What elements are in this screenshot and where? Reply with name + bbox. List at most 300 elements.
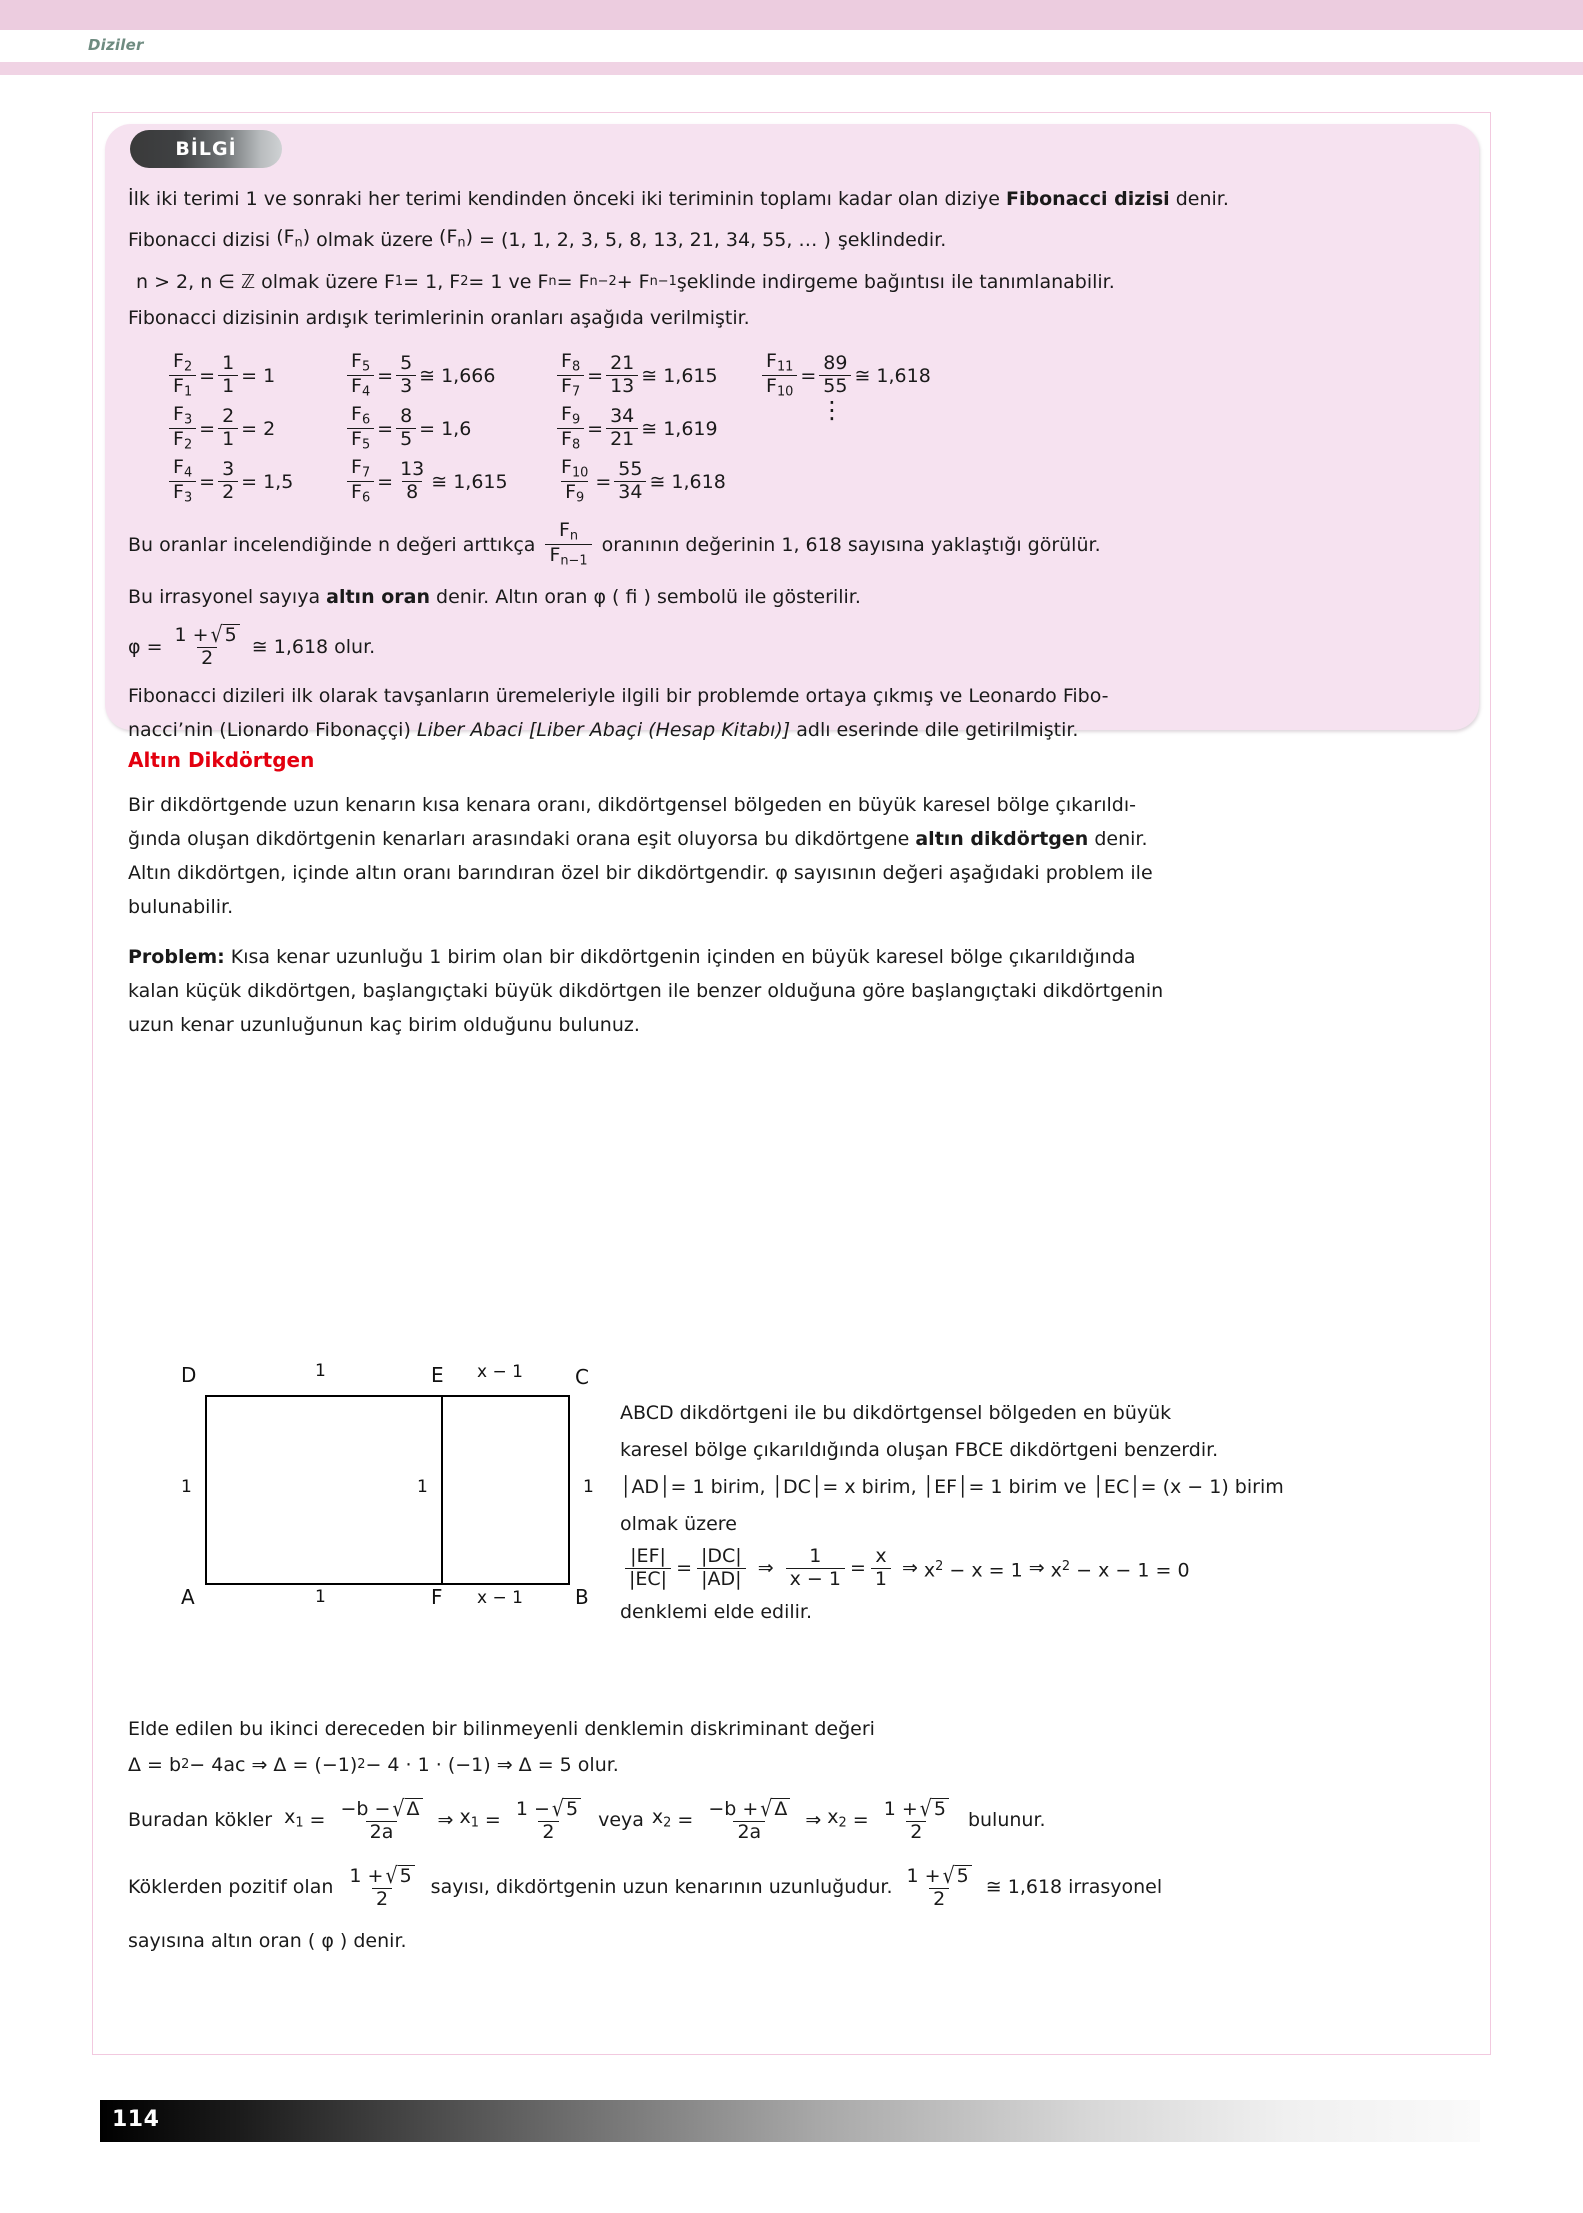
header-band-bottom <box>0 62 1583 75</box>
ratio-10-value-frac <box>614 460 646 503</box>
delta-b: − 4ac ⇒ Δ = (−1) <box>189 1754 358 1776</box>
diagram-divider-line <box>441 1395 443 1585</box>
root4-den: 2 <box>906 1821 926 1843</box>
x1-sub-2: 1 <box>470 1815 479 1831</box>
x1-label <box>284 1798 303 1843</box>
info-box-tail <box>128 521 1468 747</box>
hist2-b: adlı eserinde dile getirilmiştir. <box>790 719 1079 742</box>
ratio-4-num-sub: 11 <box>776 359 794 375</box>
problem-label: Problem: <box>128 946 225 968</box>
ratio-5-num-sub: 3 <box>183 412 193 428</box>
ratio-cell-10 <box>554 458 759 505</box>
ratio-3-num <box>557 352 584 375</box>
radical-symbol-icon: √ <box>392 1795 405 1822</box>
ratio-9-value-frac <box>396 460 428 503</box>
ratio-row-3 <box>166 458 1366 511</box>
ratio-8-lhs <box>169 458 196 505</box>
irr-bold: altın oran <box>326 586 430 609</box>
ratio-10-num <box>557 458 592 481</box>
root1-frac <box>336 1795 426 1843</box>
ratio-5-lhs <box>169 405 196 452</box>
eq-equals-2: = <box>849 1557 866 1580</box>
ratio-9-den-sub: 6 <box>361 490 371 506</box>
ratio-cell-2 <box>344 352 554 399</box>
ratio-10-den-sub: 9 <box>576 490 585 506</box>
ratio-3-num-sub: 8 <box>571 359 581 375</box>
ratio-10-den <box>561 481 588 505</box>
header-white-strip <box>0 30 1583 62</box>
root2-num-a: 1 − <box>515 1798 550 1820</box>
seq-fn-1: F <box>283 226 295 248</box>
sqrt-delta-2 <box>758 1795 790 1822</box>
fn-den-sub: n−1 <box>560 553 588 569</box>
solution-line-5: denklemi elde edilir. <box>620 1600 813 1623</box>
root3-frac <box>704 1795 794 1843</box>
ratio-10-num-sub: 10 <box>571 465 589 481</box>
root3-num <box>704 1795 794 1822</box>
sqrt-5-b <box>918 1795 949 1822</box>
sqrt-5-c <box>383 1862 414 1889</box>
eq-tail2-a: x <box>1050 1559 1062 1582</box>
ratio-cell-1 <box>166 352 344 399</box>
info-recurrence-line <box>128 263 1458 301</box>
ratio-row-2 <box>166 396 1366 458</box>
roots-eq-1: = <box>309 1809 326 1832</box>
ratio-2-v-den: 3 <box>396 375 416 397</box>
ratio-2-eq: = <box>377 364 394 387</box>
root4-frac <box>880 1795 953 1843</box>
ratio-8-num-sym: F <box>173 456 184 478</box>
x2-sub-2: 2 <box>838 1815 847 1831</box>
ratio-3-den-sub: 7 <box>571 384 581 400</box>
eq-lhs-frac <box>625 1547 671 1590</box>
rec-b: = 1, F <box>403 270 461 293</box>
ratio-7-num-sym: F <box>561 403 572 425</box>
roots-eq-4: = <box>852 1809 869 1832</box>
ratio-5-den-sub: 2 <box>183 437 193 453</box>
ratio-5-num-sym: F <box>173 403 184 425</box>
seq-text-c: şeklindedir. <box>837 229 947 252</box>
phi-equation-line <box>128 624 1468 669</box>
hist2-italic: Liber Abaci [Liber Abaçi (Hesap Kitabı)] <box>416 719 791 742</box>
ratio-8-eq: = <box>199 470 216 493</box>
diagram-vertex-A: A <box>181 1585 195 1609</box>
ratio-7-den <box>557 428 584 452</box>
roots-eq-2: = <box>484 1809 501 1832</box>
ratio-8-rel: = <box>241 470 258 493</box>
ratio-3-value-frac <box>606 354 638 397</box>
info-ratios-intro: Fibonacci dizisinin ardışık terimlerinin oranları aşağıda verilmiştir. <box>128 306 750 329</box>
seq-values: = (1, 1, 2, 3, 5, 8, 13, 21, 34, 55, … ) <box>479 229 831 252</box>
ratio-6-v-den: 5 <box>396 428 416 450</box>
fn-num-sub: n <box>569 528 579 544</box>
ratio-4-num-sym: F <box>766 350 777 372</box>
ratio-9-num-sub: 7 <box>361 465 371 481</box>
delta-sup-2: 2 <box>357 1757 366 1772</box>
rec-sub-n: n <box>548 273 557 289</box>
ratio-8-den <box>169 481 196 505</box>
eq-lhs-num: |EF| <box>630 1545 666 1567</box>
diagram-bottom-left-length: 1 <box>315 1587 326 1607</box>
final-a: Köklerden pozitif olan <box>128 1876 334 1899</box>
ratio-5-v-num: 2 <box>222 405 235 428</box>
ratio-9-eq: = <box>377 470 394 493</box>
final-frac-2-num <box>903 1862 976 1889</box>
fn-num: $F_n$ <box>558 519 579 544</box>
ratio-cell-5 <box>166 405 344 452</box>
ratio-grid <box>166 352 1366 511</box>
phi-tail: ≅ 1,618 olur. <box>251 635 376 658</box>
eq-rhs-frac <box>697 1547 746 1590</box>
ratio-vdots-cell <box>759 396 959 424</box>
info-history-line2 <box>128 713 1468 747</box>
ratio-1-v-num: 1 <box>222 352 235 375</box>
ratio-1-den <box>169 375 196 399</box>
ratio-6-rel: = <box>419 417 436 440</box>
eq-tail2-b: − x − 1 = 0 <box>1070 1559 1190 1582</box>
ratio-1-value-frac <box>218 354 238 397</box>
final-l2-a: sayısına altın oran <box>128 1929 308 1952</box>
ratio-5-eq: = <box>199 417 216 440</box>
problem-line-2: kalan küçük dikdörtgen, başlangıçtaki büyük dikdörtgen ile benzer olduğuna göre başlangıçtaki dikdörtgenin <box>128 980 1164 1002</box>
ratio-9-den <box>347 481 374 505</box>
info-irrational-line <box>128 580 1468 614</box>
ratio-10-den-sym: F <box>565 481 577 504</box>
ratio-1-num-sub: 2 <box>183 359 193 375</box>
solution-line-1: ABCD dikdörtgeni ile bu dikdörtgensel bölgeden en büyük <box>620 1402 1172 1424</box>
info-box-body <box>128 182 1458 335</box>
phi-radicand: 5 <box>223 624 240 646</box>
root2-num <box>512 1795 585 1822</box>
ratio-3-result: 1,615 <box>663 364 718 387</box>
ratio-1-num <box>169 352 196 375</box>
final-frac-2 <box>903 1862 976 1910</box>
x2-sym-2: x <box>827 1806 839 1829</box>
info-conclusion-line <box>128 521 1468 568</box>
roots-eq-3: = <box>677 1809 694 1832</box>
golden-para-line-2 <box>128 822 1466 856</box>
header-band-top <box>0 0 1583 30</box>
eq-arrow-2: ⇒ <box>901 1557 918 1580</box>
diagram-vertex-D: D <box>181 1363 197 1387</box>
ratio-4-result: 1,618 <box>876 364 931 387</box>
eq-rhs-den: |AD| <box>697 1568 745 1590</box>
seq-fn-paren-2: $(F_n)$ <box>439 226 474 251</box>
ratio-6-value-frac <box>396 407 416 450</box>
ratio-10-lhs <box>557 458 592 505</box>
section-heading-golden-rectangle: Altın Dikdörtgen <box>128 748 315 772</box>
radical-symbol-icon: √ <box>919 1795 932 1822</box>
ratio-4-rel: ≅ <box>854 364 871 387</box>
ratio-cell-4 <box>759 352 959 399</box>
ratio-7-v-den: 21 <box>606 428 638 450</box>
ratio-9-den-sym: F <box>351 481 362 504</box>
eq-f3-den: x − 1 <box>786 1568 845 1590</box>
rec-sub-1: 1 <box>394 273 404 289</box>
ratio-6-den-sym: F <box>351 428 362 451</box>
ratio-1-num-sym: F <box>173 350 184 372</box>
ratio-10-eq: = <box>595 470 612 493</box>
ratio-2-den-sym: F <box>351 375 362 398</box>
ratio-10-v-den: 34 <box>614 481 646 503</box>
info-badge: BİLGİ <box>130 130 282 168</box>
x2-sub: 2 <box>663 1815 672 1831</box>
delta-sup-1: 2 <box>181 1757 190 1772</box>
sqrt-5-a <box>550 1795 581 1822</box>
solution-line-2: karesel bölge çıkarıldığında oluşan FBCE dikdörtgeni benzerdir. <box>620 1439 1219 1461</box>
rec-e: + F <box>616 270 650 293</box>
ratio-4-den-sym: F <box>766 375 777 398</box>
eq-f4-den: 1 <box>871 1568 891 1590</box>
ratio-cell-6 <box>344 405 554 452</box>
ratio-cell-3 <box>554 352 759 399</box>
ratio-3-v-num: 21 <box>610 352 635 375</box>
seq-fn-2-sub: n <box>457 235 466 251</box>
irr-a: Bu irrasyonel sayıya <box>128 586 327 609</box>
final-l2-phi: ( φ ) <box>307 1929 348 1952</box>
fn-over-fn1-frac <box>545 521 591 568</box>
final-line-1 <box>128 1862 1468 1910</box>
gp2-bold: altın dikdörtgen <box>915 828 1089 850</box>
ratio-9-v-num: 13 <box>400 458 425 481</box>
hist2-a: nacci’nin (Lionardo Fibonaççi) <box>128 719 417 742</box>
ratio-1-rel: = <box>241 364 258 387</box>
info-paragraph-1 <box>128 182 1458 216</box>
seq-text-b: olmak üzere <box>316 229 434 252</box>
golden-rectangle-diagram <box>181 1361 594 1609</box>
solution-equation-line <box>620 1547 1468 1590</box>
root4-num <box>880 1795 953 1822</box>
eq-f3-num: 1 <box>809 1545 822 1567</box>
ratio-10-num-sym: F <box>561 456 572 478</box>
root2-frac <box>512 1795 585 1843</box>
diagram-vertex-F: F <box>431 1585 443 1609</box>
radical-symbol-icon: √ <box>210 622 223 649</box>
eq-lhs-den: |EC| <box>625 1568 671 1590</box>
ratio-2-lhs <box>347 352 374 399</box>
ratio-10-v-num: 55 <box>618 458 643 481</box>
ratio-3-rel: ≅ <box>641 364 658 387</box>
ratio-6-v-num: 8 <box>400 405 413 428</box>
info-p1-post: denir. <box>1169 188 1229 210</box>
roots-veya: veya <box>598 1809 644 1832</box>
root1-num <box>336 1795 426 1822</box>
ratio-7-num <box>557 405 584 428</box>
ratio-4-den-sub: 10 <box>776 384 794 400</box>
ratio-cell-8 <box>166 458 344 505</box>
ratio-cell-9 <box>344 458 554 505</box>
ratio-7-eq: = <box>587 417 604 440</box>
golden-rectangle-section <box>128 748 1466 1042</box>
ratio-5-den-sym: F <box>173 428 184 451</box>
ratio-6-num-sym: F <box>351 403 362 425</box>
ratio-8-num <box>169 458 196 481</box>
solution-line-4: olmak üzere <box>620 1513 737 1535</box>
ratio-7-lhs <box>557 405 584 452</box>
ratio-7-result: 1,619 <box>663 417 718 440</box>
final-frac-1-num <box>345 1862 418 1889</box>
info-p1-pre: İlk iki terimi 1 ve sonraki her terimi kendinden önceki iki teriminin toplamı kadar olan diziye <box>128 188 1007 210</box>
problem-line-1 <box>128 940 1466 974</box>
ratio-7-rel: ≅ <box>641 417 658 440</box>
rec-sub-n2: n−2 <box>589 273 617 289</box>
seq-fn-paren-1: $(F_n)$ <box>276 226 311 251</box>
ratio-2-value-frac <box>396 354 416 397</box>
fn-den: $F_{n-1}$ <box>545 544 591 568</box>
diagram-left-height: 1 <box>181 1477 192 1497</box>
root3-den: 2a <box>733 1821 765 1843</box>
problem-line-3: uzun kenar uzunluğunun kaç birim olduğunu bulunuz. <box>128 1014 640 1036</box>
ratio-7-den-sym: F <box>561 428 572 451</box>
ratio-6-result: 1,6 <box>441 417 472 440</box>
ratio-9-lhs <box>347 458 374 505</box>
ratio-7-den-sub: 8 <box>571 437 581 453</box>
ratio-5-result: 2 <box>263 417 276 440</box>
x1-sym: x <box>284 1806 296 1829</box>
ratio-4-v-num: 89 <box>823 352 848 375</box>
info-sequence-line <box>128 218 1458 263</box>
x1-sym-2: x <box>459 1806 471 1829</box>
ratio-1-lhs <box>169 352 196 399</box>
ratio-6-den-sub: 5 <box>361 437 371 453</box>
vertical-dots: ⋮ <box>820 396 844 424</box>
root1-radicand: Δ <box>405 1798 423 1820</box>
solution-column <box>620 1395 1468 1631</box>
ratio-9-num-sym: F <box>351 456 362 478</box>
ratio-4-eq: = <box>800 364 817 387</box>
concl-b: oranının değerinin 1, 618 sayısına yaklaştığı görülür. <box>601 533 1101 556</box>
diagram-top-left-length: 1 <box>315 1361 326 1381</box>
ratio-1-den-sub: 1 <box>183 384 193 400</box>
ratio-5-rel: = <box>241 417 258 440</box>
running-header-title: Diziler <box>88 36 144 54</box>
ratio-6-eq: = <box>377 417 394 440</box>
eq-rhs-num: |DC| <box>701 1545 742 1567</box>
sqrt-5-d <box>941 1862 972 1889</box>
seq-fn-2: F <box>446 226 458 248</box>
ratio-1-result: 1 <box>263 364 276 387</box>
final-frac-1-den: 2 <box>372 1888 392 1910</box>
ratio-3-v-den: 13 <box>606 375 638 397</box>
eq-tail1-a: x <box>923 1559 936 1582</box>
rec-d: = F <box>556 270 590 293</box>
final-frac-2-den: 2 <box>929 1888 949 1910</box>
golden-para-line-4: bulunabilir. <box>128 896 234 918</box>
rec-sub-2: 2 <box>460 273 469 289</box>
solution-line-3: │AD│= 1 birim, │DC│= x birim, │EF│= 1 birim ve │EC│= (x − 1) birim <box>620 1476 1284 1498</box>
diagram-right-height: 1 <box>583 1477 594 1497</box>
golden-para-line-1: Bir dikdörtgende uzun kenarın kısa kenara oranı, dikdörtgensel bölgeden en büyük karesel bölge çıkarıldı- <box>128 794 1136 816</box>
gp2-b: denir. <box>1088 828 1148 850</box>
ratio-2-den <box>347 375 374 399</box>
problem-text-1: Kısa kenar uzunluğu 1 birim olan bir dikdörtgenin içinden en büyük karesel bölge çıkarıldığında <box>224 946 1136 968</box>
radical-symbol-icon: √ <box>760 1795 773 1822</box>
ratio-6-num-sub: 6 <box>361 412 371 428</box>
sqrt-delta-1 <box>390 1795 422 1822</box>
diagram-outer-rectangle <box>205 1395 570 1585</box>
roots-line <box>128 1795 1468 1843</box>
diagram-top-right-length: x − 1 <box>477 1362 523 1382</box>
ratio-8-v-num: 3 <box>222 458 235 481</box>
radical-symbol-icon: √ <box>942 1862 955 1889</box>
root1-num-a: −b − <box>340 1798 391 1820</box>
root4-num-a: 1 + <box>883 1798 918 1820</box>
delta-a: Δ = b <box>128 1754 182 1776</box>
rec-sub-n1: n−1 <box>649 273 677 289</box>
final-frac-2-radicand: 5 <box>955 1865 972 1887</box>
discriminant-formula-line <box>128 1746 1468 1784</box>
gp2-a: ğında oluşan dikdörtgenin kenarları arasındaki orana eşit oluyorsa bu dikdörtgene <box>128 828 916 850</box>
x1-sub: 1 <box>295 1815 304 1831</box>
root4-radicand: 5 <box>932 1798 949 1820</box>
eq-tail2-sup: 2 <box>1061 1558 1071 1574</box>
ratio-8-num-sub: 4 <box>183 465 193 481</box>
footer-gradient-bar <box>100 2100 1480 2142</box>
phi-sym: φ = <box>128 635 163 658</box>
ratio-3-den <box>557 375 584 399</box>
ratio-cell-7 <box>554 405 759 452</box>
ratio-8-result: 1,5 <box>263 470 294 493</box>
eq-tail-1 <box>924 1548 1023 1589</box>
ratio-2-result: 1,666 <box>441 364 496 387</box>
ratio-3-lhs <box>557 352 584 399</box>
ratio-9-result: 1,615 <box>453 470 508 493</box>
phi-frac <box>171 624 244 669</box>
diagram-vertex-E: E <box>431 1363 444 1387</box>
ratio-6-den <box>347 428 374 452</box>
ratio-2-num-sub: 5 <box>361 359 371 375</box>
concl-a: Bu oranlar incelendiğinde n değeri arttıkça <box>128 533 536 556</box>
rec-c: = 1 ve F <box>468 270 549 293</box>
ratio-6-lhs <box>347 405 374 452</box>
ratio-4-lhs <box>762 352 797 399</box>
ratio-2-num-sym: F <box>351 350 362 372</box>
ratio-3-num-sym: F <box>561 350 572 372</box>
ratio-5-num <box>169 405 196 428</box>
page-number: 114 <box>112 2107 160 2132</box>
final-line-2 <box>128 1924 1468 1958</box>
final-b: sayısı, dikdörtgenin uzun kenarının uzunluğudur. <box>430 1876 893 1899</box>
final-frac-1-radicand: 5 <box>398 1865 415 1887</box>
eq-arrow-1: ⇒ <box>757 1557 774 1580</box>
root2-den: 2 <box>538 1821 558 1843</box>
ratio-8-v-den: 2 <box>218 481 238 503</box>
eq-tail-2 <box>1051 1548 1190 1589</box>
golden-para-line-3: Altın dikdörtgen, içinde altın oranı barındıran özel bir dikdörtgendir. φ sayısının değeri aşağıdaki problem ile <box>128 862 1153 884</box>
x1-label-2 <box>459 1798 478 1843</box>
root1-den: 2a <box>366 1821 398 1843</box>
ratio-4-v-den: 55 <box>819 375 851 397</box>
ratio-9-rel: ≅ <box>431 470 448 493</box>
roots-arrow-2: ⇒ <box>805 1809 822 1832</box>
x2-label-2 <box>827 1798 846 1843</box>
final-c: ≅ 1,618 irrasyonel <box>985 1876 1163 1899</box>
ratio-5-den <box>169 428 196 452</box>
ratio-4-value-frac <box>819 354 851 397</box>
rec-f: şeklinde indirgeme bağıntısı ile tanımlanabilir. <box>676 270 1115 293</box>
ratio-1-den-sym: F <box>173 375 184 398</box>
root2-radicand: 5 <box>564 1798 581 1820</box>
ratio-1-v-den: 1 <box>218 375 238 397</box>
roots-intro: Buradan kökler <box>128 1809 273 1832</box>
root3-num-a: −b + <box>708 1798 759 1820</box>
ratio-2-den-sub: 4 <box>361 384 371 400</box>
info-history-line1: Fibonacci dizileri ilk olarak tavşanların üremeleriyle ilgili bir problemde ortaya çıkmış ve Leonardo Fibo- <box>128 685 1109 708</box>
ratio-2-num <box>347 352 374 375</box>
final-l2-b: denir. <box>347 1929 407 1952</box>
eq-f4-num: x <box>875 1545 887 1567</box>
eq-equals-1: = <box>676 1557 692 1580</box>
